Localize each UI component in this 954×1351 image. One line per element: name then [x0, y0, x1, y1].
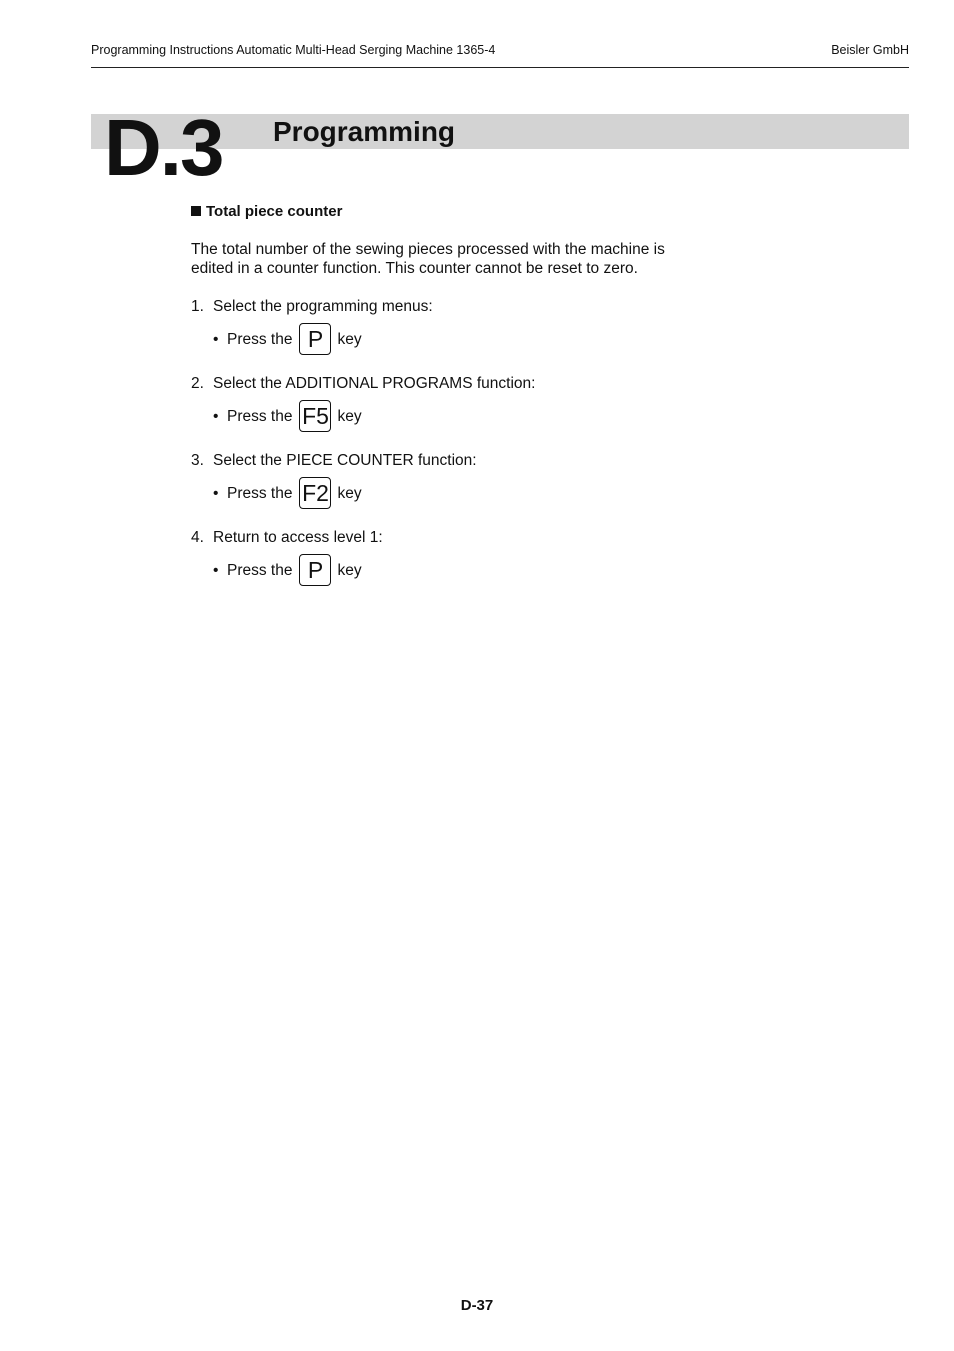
instruction-suffix: key: [337, 485, 362, 502]
page-header: [91, 42, 909, 68]
step-instruction: [213, 400, 362, 434]
page-number: D-37: [460, 1297, 494, 1314]
instruction-suffix: key: [337, 408, 362, 425]
header-company-name: Beisler GmbH: [831, 43, 909, 57]
instruction-text: Press the: [227, 562, 293, 579]
step-text: Select the ADDITIONAL PROGRAMS function:: [213, 375, 536, 392]
chapter-title: Programming: [273, 116, 456, 147]
chapter-number: D.3: [104, 103, 223, 192]
instruction-suffix: key: [337, 331, 362, 348]
step-text: Select the programming menus:: [213, 298, 433, 315]
instruction-text: Press the: [227, 331, 293, 348]
intro-paragraph: [191, 240, 711, 278]
header-document-title: Programming Instructions Automatic Multi-Head Serging Machine 1365-4: [91, 43, 496, 57]
instruction-suffix: key: [337, 562, 362, 579]
intro-line: The total number of the sewing pieces processed with the machine is: [191, 241, 665, 258]
step-item: [191, 298, 433, 316]
step-number: 1.: [191, 298, 204, 315]
step-number: 3.: [191, 452, 204, 469]
key-f2-icon: F2: [299, 477, 331, 509]
step-number: 2.: [191, 375, 204, 392]
key-p-icon: P: [299, 554, 331, 586]
key-f5-icon: F5: [299, 400, 331, 432]
square-bullet-icon: [191, 206, 201, 216]
bullet-icon: •: [213, 562, 219, 579]
instruction-text: Press the: [227, 485, 293, 502]
step-instruction: [213, 554, 362, 588]
step-item: [191, 452, 477, 470]
intro-line: edited in a counter function. This counter cannot be reset to zero.: [191, 260, 638, 277]
bullet-icon: •: [213, 408, 219, 425]
bullet-icon: •: [213, 331, 219, 348]
step-instruction: [213, 477, 362, 511]
key-p-icon: P: [299, 323, 331, 355]
section-heading: [191, 203, 342, 220]
step-text: Select the PIECE COUNTER function:: [213, 452, 477, 469]
step-number: 4.: [191, 529, 204, 546]
step-item: [191, 375, 535, 393]
step-text: Return to access level 1:: [213, 529, 383, 546]
bullet-icon: •: [213, 485, 219, 502]
section-heading-text: Total piece counter: [206, 203, 343, 220]
instruction-text: Press the: [227, 408, 293, 425]
step-instruction: [213, 323, 362, 357]
step-item: [191, 529, 383, 547]
